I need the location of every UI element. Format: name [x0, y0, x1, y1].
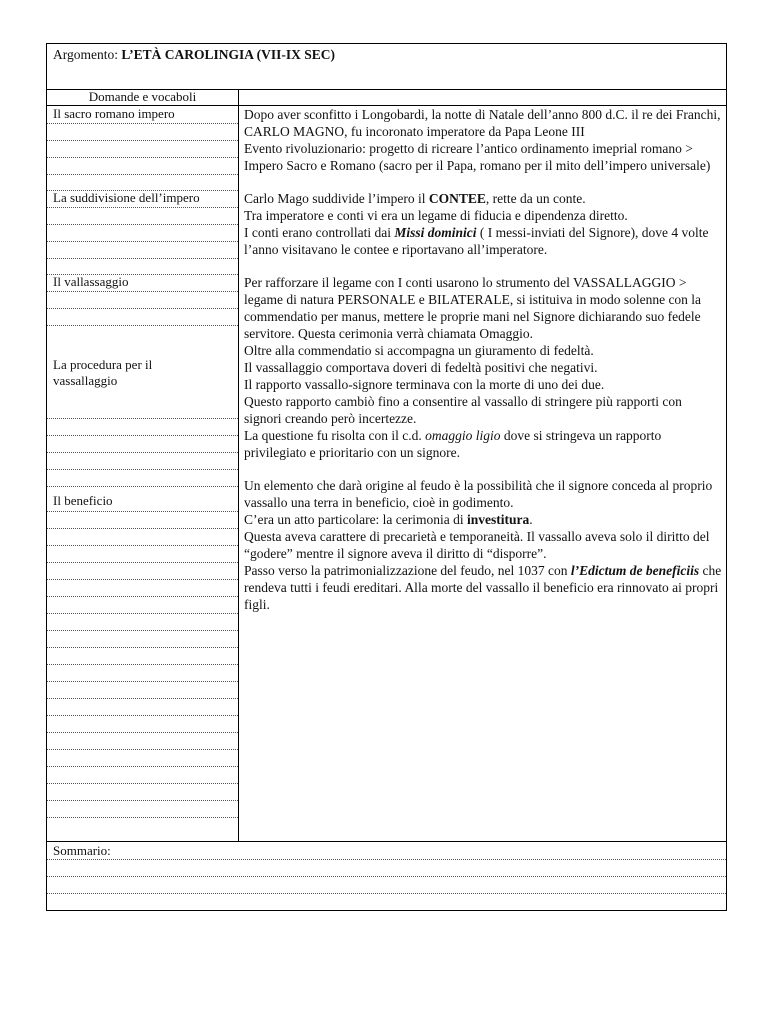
ruling-line: [47, 207, 238, 208]
missi-dominici-term: Missi dominici: [394, 225, 477, 240]
notes-line: Il vassallaggio comportava doveri di fedeltà positivi che negativi.: [244, 360, 598, 375]
ruling-line: [47, 613, 238, 614]
question-item: Il beneficio: [53, 493, 113, 508]
questions-column: [47, 106, 238, 841]
ruling-line: [47, 190, 238, 191]
ruling-line: [47, 630, 238, 631]
ruling-line: [47, 817, 238, 818]
ruling-line: [47, 511, 238, 512]
summary-ruling-line: [47, 893, 726, 894]
topic-heading: [53, 47, 335, 63]
notes-column: [244, 106, 722, 613]
notes-line: Dopo aver sconfitto i Longobardi, la notte di Natale dell’anno 800 d.C. il re dei Franchi, CARLO MAGNO, fu incoronato imperatore da Papa Leone III: [244, 107, 721, 139]
notes-line: C’era un atto particolare: la cerimonia di investitura.: [244, 512, 533, 527]
header-row: [47, 44, 726, 90]
ruling-line: [47, 258, 238, 259]
ruling-line: [47, 749, 238, 750]
ruling-line: [47, 681, 238, 682]
ruling-line: [47, 647, 238, 648]
notes-line: Un elemento che darà origine al feudo è la possibilità che il signore conceda al proprio vassallo una terra in beneficio, cioè in godimento.: [244, 478, 713, 510]
notes-line: I conti erano controllati dai Missi dominici ( I messi-inviati del Signore), dove 4 volte l’anno visitavano le contee e riportavano all’imperatore.: [244, 225, 709, 257]
summary-section: [47, 841, 726, 913]
investitura-term: investitura: [467, 512, 530, 527]
question-item: Il sacro romano impero: [53, 106, 175, 121]
notes-line: Oltre alla commendatio si accompagna un giuramento di fedeltà.: [244, 343, 594, 358]
questions-column-header: Domande e vocaboli: [88, 89, 197, 104]
ruling-line: [47, 766, 238, 767]
ruling-line: [47, 732, 238, 733]
notes-line: Evento rivoluzionario: progetto di ricreare l’antico ordinamento imeprial romano > Impero Sacro e Romano (sacro per il Papa, romano per il mito dell’impero universale): [244, 141, 711, 173]
ruling-line: [47, 452, 238, 453]
notes-line: Per rafforzare il legame con I conti usarono lo strumento del VASSALLAGGIO > legame di natura PERSONALE e BILATERALE, si istituiva in modo solenne con la commendatio per manus, mettere le proprie mani nel Signore dichiarando suo fedele servitore. Questa cerimonia verrà chiamata Omaggio.: [244, 275, 702, 341]
ruling-line: [47, 528, 238, 529]
ruling-line: [47, 664, 238, 665]
ruling-line: [47, 140, 238, 141]
ruling-line: [47, 325, 238, 326]
ruling-line: [47, 715, 238, 716]
question-item: La procedura per il vassallaggio: [53, 357, 153, 388]
ruling-line: [47, 469, 238, 470]
notes-line: Il rapporto vassallo-signore terminava con la morte di uno dei due.: [244, 377, 605, 392]
ruling-line: [47, 596, 238, 597]
notes-line: Questo rapporto cambiò fino a consentire al vassallo di stringere più rapporti con signori creando però incertezze.: [244, 394, 682, 426]
ruling-line: [47, 308, 238, 309]
ruling-line: [47, 486, 238, 487]
notes-line: Passo verso la patrimonializzazione del feudo, nel 1037 con l’Edictum de beneficiis che rendeva tutti i feudi ereditari. Alla morte del vassallo il beneficio era rinnovato ai propri figli.: [244, 563, 722, 612]
ruling-line: [47, 241, 238, 242]
ruling-line: [47, 291, 238, 292]
ruling-line: [47, 174, 238, 175]
ruling-line: [47, 157, 238, 158]
study-sheet: [46, 43, 727, 911]
ruling-line: [47, 783, 238, 784]
notes-line: Tra imperatore e conti vi era un legame di fiducia e dipendenza diretto.: [244, 208, 628, 223]
ruling-line: [47, 579, 238, 580]
ruling-line: [47, 562, 238, 563]
ruling-line: [47, 418, 238, 419]
ruling-line: [47, 800, 238, 801]
question-item: La suddivisione dell’impero: [53, 190, 200, 205]
ruling-line: [47, 123, 238, 124]
summary-ruling-line: [47, 859, 726, 860]
topic-title: L’ETÀ CAROLINGIA (VII-IX SEC): [121, 47, 336, 62]
question-item: Il vallassaggio: [53, 274, 129, 289]
ruling-line: [47, 274, 238, 275]
ruling-line: [47, 545, 238, 546]
summary-ruling-line: [47, 876, 726, 877]
notes-line: Carlo Mago suddivide l’impero il CONTEE, rette da un conte.: [244, 191, 586, 206]
ruling-line: [47, 435, 238, 436]
column-divider: [238, 89, 239, 841]
contee-term: CONTEE: [428, 191, 486, 206]
summary-label: Sommario:: [53, 843, 111, 858]
topic-label: Argomento:: [53, 47, 118, 62]
notes-line: Questa aveva carattere di precarietà e temporaneità. Il vassallo aveva solo il diritto del “godere” mentre il signore aveva il diritto di “disporre”.: [244, 529, 710, 561]
omaggio-ligio-term: omaggio ligio: [425, 428, 501, 443]
ruling-line: [47, 698, 238, 699]
ruling-line: [47, 224, 238, 225]
edictum-term: l’Edictum de beneficiis: [570, 563, 700, 578]
notes-line: La questione fu risolta con il c.d. omaggio ligio dove si stringeva un rapporto privilegiato e prioritario con un signore.: [244, 428, 662, 460]
